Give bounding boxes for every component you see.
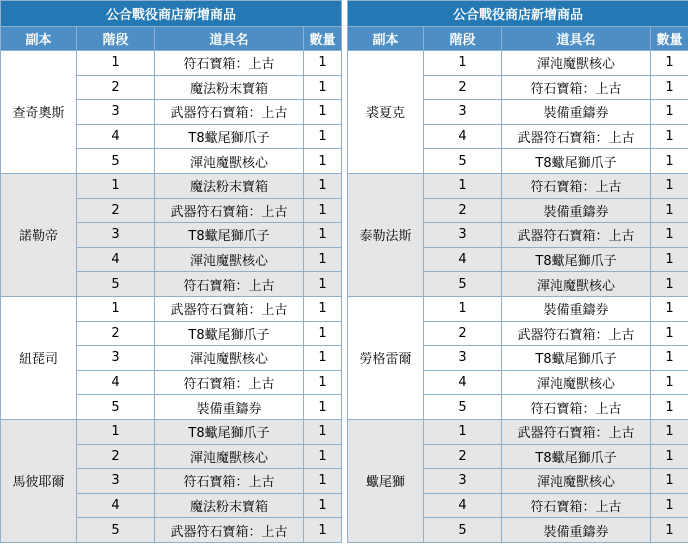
- qty-cell: 1: [651, 370, 688, 395]
- stage-cell: 3: [424, 469, 502, 494]
- qty-cell: 1: [304, 346, 342, 371]
- qty-cell: 1: [651, 518, 688, 543]
- stage-cell: 3: [424, 346, 502, 371]
- qty-cell: 1: [651, 198, 688, 223]
- dungeon-name: 裘夏克: [348, 51, 424, 174]
- table-row: [1, 419, 342, 444]
- qty-cell: 1: [651, 493, 688, 518]
- item-cell: 裝備重鑄券: [502, 518, 651, 543]
- qty-cell: 1: [304, 247, 342, 272]
- qty-cell: 1: [651, 395, 688, 420]
- qty-cell: 1: [304, 173, 342, 198]
- qty-cell: 1: [304, 419, 342, 444]
- item-cell: T8蠍尾獅爪子: [502, 444, 651, 469]
- qty-cell: 1: [304, 272, 342, 297]
- stage-cell: 4: [77, 124, 155, 149]
- stage-cell: 5: [77, 272, 155, 297]
- item-cell: 渾沌魔獸核心: [502, 469, 651, 494]
- stage-cell: 5: [77, 395, 155, 420]
- stage-cell: 1: [77, 173, 155, 198]
- dungeon-name: 紐琵司: [1, 296, 77, 419]
- header-qty: 數量: [651, 27, 688, 51]
- qty-cell: 1: [651, 296, 688, 321]
- item-cell: 裝備重鑄券: [502, 198, 651, 223]
- stage-cell: 1: [77, 296, 155, 321]
- header-dungeon: 副本: [1, 27, 77, 51]
- dungeon-name: 泰勒法斯: [348, 173, 424, 296]
- item-cell: 符石寶箱：上古: [502, 173, 651, 198]
- qty-cell: 1: [651, 444, 688, 469]
- stage-cell: 2: [424, 75, 502, 100]
- dungeon-group: [1, 51, 342, 174]
- stage-cell: 4: [77, 247, 155, 272]
- qty-cell: 1: [304, 444, 342, 469]
- qty-cell: 1: [304, 100, 342, 125]
- stage-cell: 1: [424, 51, 502, 76]
- item-cell: 武器符石寶箱：上古: [502, 321, 651, 346]
- stage-cell: 1: [424, 296, 502, 321]
- stage-cell: 1: [77, 51, 155, 76]
- table-row: [348, 51, 688, 76]
- qty-cell: 1: [651, 272, 688, 297]
- dungeon-name: 勞格雷爾: [348, 296, 424, 419]
- dungeon-group: [1, 296, 342, 419]
- dungeon-name: 馬彼耶爾: [1, 419, 77, 542]
- qty-cell: 1: [304, 223, 342, 248]
- qty-cell: 1: [304, 75, 342, 100]
- item-cell: 武器符石寶箱：上古: [502, 419, 651, 444]
- dungeon-group: [1, 173, 342, 296]
- stage-cell: 3: [77, 346, 155, 371]
- stage-cell: 3: [77, 223, 155, 248]
- stage-cell: 2: [77, 75, 155, 100]
- dungeon-name: 查奇奧斯: [1, 51, 77, 174]
- stage-cell: 2: [424, 198, 502, 223]
- qty-cell: 1: [304, 51, 342, 76]
- right-shop-table: [347, 0, 688, 543]
- stage-cell: 5: [424, 518, 502, 543]
- item-cell: 符石寶箱：上古: [502, 75, 651, 100]
- item-cell: 魔法粉末寶箱: [155, 493, 304, 518]
- item-cell: 符石寶箱：上古: [155, 51, 304, 76]
- dungeon-name: 諾勒帝: [1, 173, 77, 296]
- qty-cell: 1: [304, 469, 342, 494]
- stage-cell: 3: [77, 100, 155, 125]
- item-cell: 魔法粉末寶箱: [155, 75, 304, 100]
- item-cell: 符石寶箱：上古: [502, 395, 651, 420]
- item-cell: T8蠍尾獅爪子: [502, 346, 651, 371]
- stage-cell: 4: [424, 247, 502, 272]
- table-title: 公合戰役商店新增商品: [1, 1, 342, 27]
- stage-cell: 1: [77, 419, 155, 444]
- dungeon-group: [348, 296, 688, 419]
- item-cell: 武器符石寶箱：上古: [502, 223, 651, 248]
- qty-cell: 1: [304, 518, 342, 543]
- item-cell: 渾沌魔獸核心: [502, 272, 651, 297]
- item-cell: 渾沌魔獸核心: [155, 346, 304, 371]
- qty-cell: 1: [651, 100, 688, 125]
- table-title: 公合戰役商店新增商品: [348, 1, 688, 27]
- stage-cell: 1: [424, 173, 502, 198]
- stage-cell: 1: [424, 419, 502, 444]
- qty-cell: 1: [304, 149, 342, 174]
- table-row: [348, 173, 688, 198]
- item-cell: T8蠍尾獅爪子: [155, 124, 304, 149]
- stage-cell: 2: [424, 444, 502, 469]
- item-cell: 符石寶箱：上古: [155, 469, 304, 494]
- stage-cell: 2: [424, 321, 502, 346]
- stage-cell: 3: [424, 223, 502, 248]
- stage-cell: 4: [424, 493, 502, 518]
- qty-cell: 1: [304, 395, 342, 420]
- stage-cell: 2: [77, 198, 155, 223]
- qty-cell: 1: [651, 419, 688, 444]
- item-cell: 裝備重鑄券: [502, 296, 651, 321]
- item-cell: 符石寶箱：上古: [155, 272, 304, 297]
- qty-cell: 1: [651, 51, 688, 76]
- stage-cell: 5: [424, 149, 502, 174]
- item-cell: T8蠍尾獅爪子: [155, 321, 304, 346]
- item-cell: T8蠍尾獅爪子: [155, 419, 304, 444]
- dungeon-group: [348, 173, 688, 296]
- header-item: 道具名: [155, 27, 304, 51]
- item-cell: T8蠍尾獅爪子: [155, 223, 304, 248]
- qty-cell: 1: [304, 198, 342, 223]
- item-cell: 渾沌魔獸核心: [155, 444, 304, 469]
- stage-cell: 5: [77, 518, 155, 543]
- table-row: [1, 173, 342, 198]
- header-stage: 階段: [77, 27, 155, 51]
- qty-cell: 1: [651, 173, 688, 198]
- dungeon-group: [348, 419, 688, 542]
- stage-cell: 2: [77, 321, 155, 346]
- item-cell: 渾沌魔獸核心: [502, 51, 651, 76]
- item-cell: 渾沌魔獸核心: [155, 247, 304, 272]
- stage-cell: 5: [424, 272, 502, 297]
- qty-cell: 1: [304, 370, 342, 395]
- qty-cell: 1: [651, 346, 688, 371]
- item-cell: T8蠍尾獅爪子: [502, 149, 651, 174]
- qty-cell: 1: [304, 321, 342, 346]
- item-cell: 武器符石寶箱：上古: [502, 124, 651, 149]
- item-cell: 渾沌魔獸核心: [155, 149, 304, 174]
- header-dungeon: 副本: [348, 27, 424, 51]
- stage-cell: 5: [424, 395, 502, 420]
- item-cell: 裝備重鑄券: [155, 395, 304, 420]
- table-row: [348, 296, 688, 321]
- qty-cell: 1: [651, 469, 688, 494]
- qty-cell: 1: [651, 247, 688, 272]
- stage-cell: 3: [77, 469, 155, 494]
- header-stage: 階段: [424, 27, 502, 51]
- left-shop-table: [0, 0, 342, 543]
- item-cell: 裝備重鑄券: [502, 100, 651, 125]
- item-cell: 符石寶箱：上古: [155, 370, 304, 395]
- item-cell: 武器符石寶箱：上古: [155, 198, 304, 223]
- qty-cell: 1: [651, 223, 688, 248]
- stage-cell: 3: [424, 100, 502, 125]
- qty-cell: 1: [651, 149, 688, 174]
- table-row: [348, 419, 688, 444]
- qty-cell: 1: [304, 493, 342, 518]
- item-cell: T8蠍尾獅爪子: [502, 247, 651, 272]
- stage-cell: 4: [424, 370, 502, 395]
- dungeon-group: [1, 419, 342, 542]
- qty-cell: 1: [304, 124, 342, 149]
- stage-cell: 4: [77, 370, 155, 395]
- stage-cell: 4: [424, 124, 502, 149]
- header-qty: 數量: [304, 27, 342, 51]
- item-cell: 武器符石寶箱：上古: [155, 296, 304, 321]
- qty-cell: 1: [304, 296, 342, 321]
- dungeon-name: 蠍尾獅: [348, 419, 424, 542]
- table-row: [1, 296, 342, 321]
- item-cell: 武器符石寶箱：上古: [155, 518, 304, 543]
- stage-cell: 5: [77, 149, 155, 174]
- dungeon-group: [348, 51, 688, 174]
- qty-cell: 1: [651, 124, 688, 149]
- item-cell: 魔法粉末寶箱: [155, 173, 304, 198]
- item-cell: 渾沌魔獸核心: [502, 370, 651, 395]
- stage-cell: 4: [77, 493, 155, 518]
- header-item: 道具名: [502, 27, 651, 51]
- qty-cell: 1: [651, 321, 688, 346]
- stage-cell: 2: [77, 444, 155, 469]
- item-cell: 符石寶箱：上古: [502, 493, 651, 518]
- item-cell: 武器符石寶箱：上古: [155, 100, 304, 125]
- qty-cell: 1: [651, 75, 688, 100]
- table-row: [1, 51, 342, 76]
